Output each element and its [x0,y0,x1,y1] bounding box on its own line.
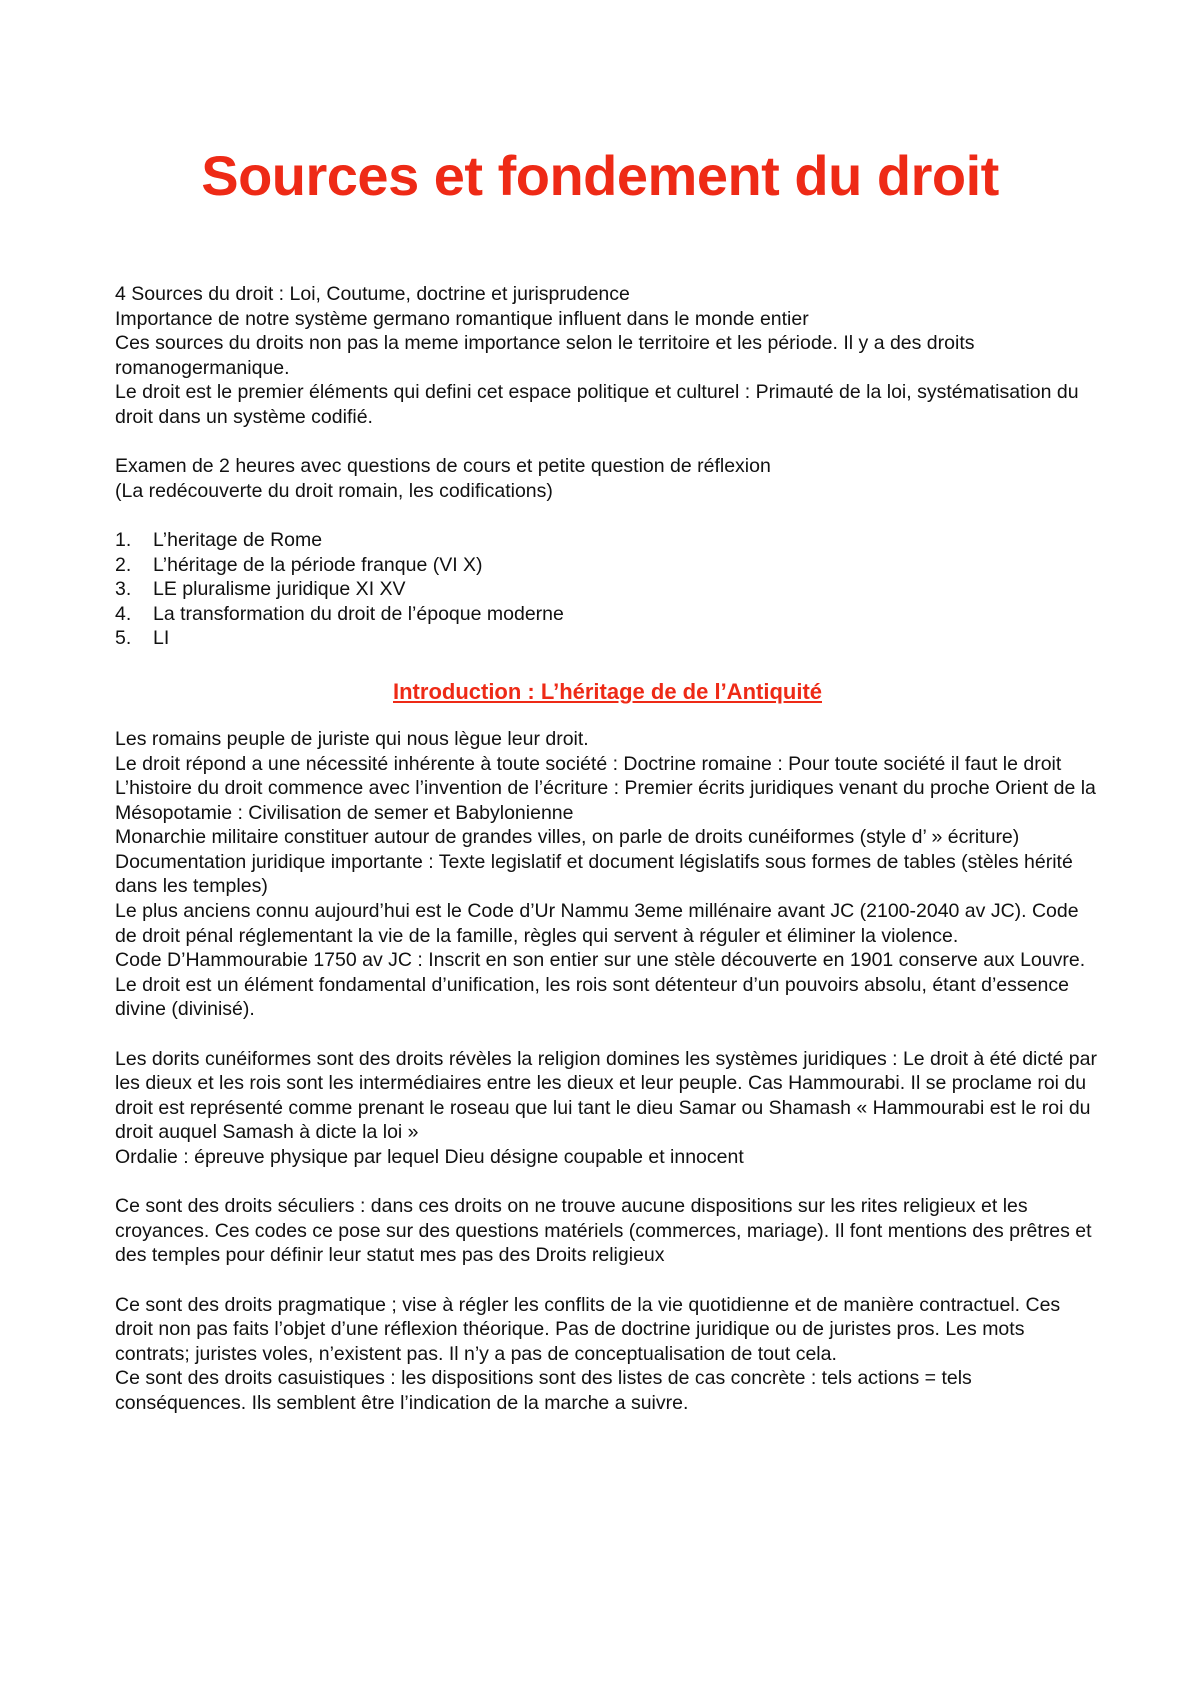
list-item [115,577,1100,602]
paragraph: Documentation juridique importante : Texte legislatif et document législatifs sous formes de tables (stèles hérité dans les temples) [115,850,1073,898]
list-item [115,528,1100,553]
list-text: L’heritage de Rome [153,528,323,551]
list-item [115,602,1100,627]
outline-list [115,528,1100,651]
paragraph: Le droit est un élément fondamental d’unification, les rois sont détenteur d’un pouvoirs absolu, étant d’essence divine (divinisé). [115,973,1069,1021]
list-item [115,553,1100,578]
paragraph: Le droit est le premier éléments qui defini cet espace politique et culturel : Primauté de la loi, systématisation du droit dans un système codifié. [115,381,1079,428]
paragraph: Examen de 2 heures avec questions de cours et petite question de réflexion [115,455,771,478]
paragraph: Ces sources du droits non pas la meme importance selon le territoire et les période. Il y a des droits romanogermanique. [115,332,975,379]
list-number: 1. [115,528,132,551]
paragraph: Ordalie : épreuve physique par lequel Dieu désigne coupable et innocent [115,1146,744,1168]
paragraph: Ce sont des droits séculiers : dans ces droits on ne trouve aucune dispositions sur les rites religieux et les croyances. Ces codes ce pose sur des questions matériels (commerces, mariage). Il font mentions des prêtres et des temples pour définir leur statut mes pas des Droits religieux [115,1195,1092,1267]
cuneiform-block [115,1047,1100,1170]
paragraph: Ce sont des droits pragmatique ; vise à régler les conflits de la vie quotidienne et de manière contractuel. Ces droit non pas faits l’objet d’une réflexion théorique. Pas de doctrine juridique ou de juristes pros. Les mots contrats; juristes voles, n’existent pas. Il n’y a pas de conceptualisation de tout cela. [115,1293,1061,1365]
page-title: Sources et fondement du droit [201,144,999,207]
list-number: 4. [115,602,132,625]
list-number: 2. [115,553,132,576]
pragmatic-block [115,1293,1100,1416]
paragraph: Les romains peuple de juriste qui nous lègue leur droit. [115,727,589,750]
paragraph: L’histoire du droit commence avec l’invention de l’écriture : Premier écrits juridiques venant du proche Orient de la Mésopotamie : Civilisation de semer et Babylonienne [115,777,1096,824]
list-text: La transformation du droit de l’époque moderne [153,602,564,625]
paragraph: 4 Sources du droit : Loi, Coutume, doctrine et jurisprudence [115,283,630,305]
paragraph: Les dorits cunéiformes sont des droits révèles la religion domines les systèmes juridiques : Le droit à été dicté par les dieux et les rois sont les intermédiaires entre les dieux et leur peuple. Cas Hammourabi. Il se proclame roi du droit est représenté comme prenant le roseau que lui tant le dieu Samar ou Shamash « Hammourabi est le roi du droit auquel Samash à dicte la loi » [115,1047,1097,1144]
exam-block [115,454,1100,503]
intro-block [115,282,1100,430]
list-text: LI [153,627,170,650]
list-text: L’héritage de la période franque (VI X) [153,553,483,576]
paragraph: Code D’Hammourabie 1750 av JC : Inscrit en son entier sur une stèle découverte en 1901 conserve aux Louvre. [115,949,1086,972]
paragraph: Le droit répond a une nécessité inhérente à toute société : Doctrine romaine : Pour toute société il faut le droit [115,752,1062,775]
paragraph: (La redécouverte du droit romain, les codifications) [115,479,553,502]
section-heading: Introduction : L’héritage de de l’Antiquité [393,678,822,704]
list-number: 5. [115,627,132,650]
paragraph: Importance de notre système germano romantique influent dans le monde entier [115,307,809,330]
paragraph: Le plus anciens connu aujourd’hui est le Code d’Ur Nammu 3eme millénaire avant JC (2100-2040 av JC). Code de droit pénal réglementant la vie de la famille, règles qui servent à réguler et éliminer la violence. [115,900,1079,947]
list-item [115,626,1100,651]
paragraph: Monarchie militaire constituer autour de grandes villes, on parle de droits cunéiformes (style d’ » écriture) [115,826,1020,849]
document-body [115,282,1100,1416]
secular-block [115,1194,1100,1268]
paragraph: Ce sont des droits casuistiques : les dispositions sont des listes de cas concrète : tels actions = tels conséquences. Ils semblent être l’indication de la marche a suivre. [115,1367,972,1414]
list-text: LE pluralisme juridique XI XV [153,578,406,601]
section-block [115,727,1100,1022]
list-number: 3. [115,578,132,601]
